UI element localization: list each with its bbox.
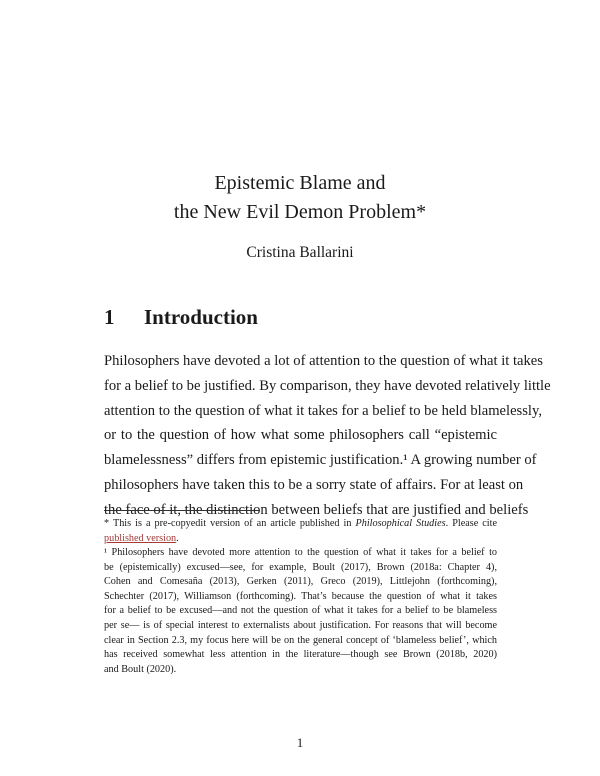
body-line: blamelessness” differs from epistemic justification.¹ A growing number of [104, 452, 537, 469]
body-line: for a belief to be justified. By comparison, they have devoted relatively little [104, 377, 551, 394]
body-line: the face of it, the distinction between beliefs that are justified and beliefs [104, 501, 529, 518]
paper-title-line-2: the New Evil Demon Problem* [173, 201, 427, 223]
footnote-line: and Boult (2020). [104, 663, 177, 675]
footnote-1 [104, 546, 497, 677]
footnote-divider [104, 510, 259, 511]
section-number: 1 [104, 305, 115, 329]
author-name: Cristina Ballarini [246, 244, 354, 261]
footnote-line: for a belief to be excused—and not the question of what it takes for a belief to be blameless [104, 605, 497, 617]
footnote-line: Cohen and Comesaña (2013), Gerken (2011), Greco (2019), Littlejohn (forthcoming), [104, 576, 497, 588]
footnote-star [104, 517, 497, 546]
page-number: 1 [296, 735, 304, 750]
section-heading [104, 305, 258, 330]
footnote-star-text-after: . Please cite [445, 518, 497, 529]
footnote-star-text: This is a pre-copyedit version of an article published in [112, 518, 356, 529]
footnote-line: be (epistemically) excused—see, for example, Boult (2017), Brown (2018a: Chapter 4), [104, 561, 497, 573]
section-title: Introduction [144, 305, 258, 329]
footnote-star-marker: * [104, 518, 110, 529]
body-line: Philosophers have devoted a lot of attention to the question of what it takes [104, 353, 543, 369]
footnote-line: Schechter (2017), Williamson (forthcoming). That’s because the question of what it takes [104, 590, 497, 602]
journal-name: Philosophical Studies [355, 518, 446, 529]
footnote-star-end: . [176, 532, 179, 544]
paper-title-line-1: Epistemic Blame and [214, 172, 386, 194]
body-line: attention to the question of what it takes for a belief to be held blamelessly, [104, 402, 542, 419]
footnote-line: ¹ Philosophers have devoted more attention to the question of what it takes for a belief to [104, 547, 497, 558]
footnote-star-line-1 [104, 517, 497, 532]
body-line: philosophers have taken this to be a sorry state of affairs. For at least on [104, 476, 524, 493]
footnote-line: has received somewhat less attention in the literature—though see Brown (2018b, 2020) [104, 649, 497, 661]
footnote-line: per se— is of special interest to externalists about justification. For reasons that will become [104, 619, 497, 631]
body-line: or to the question of how what some philosophers call “epistemic [104, 427, 497, 444]
footnote-line: clear in Section 2.3, my focus here will be on the general concept of ‘blameless belief’, which [104, 634, 497, 646]
published-version-link[interactable]: published version [104, 532, 177, 544]
body-paragraph [104, 349, 551, 523]
footnote-star-line-2 [104, 532, 497, 547]
